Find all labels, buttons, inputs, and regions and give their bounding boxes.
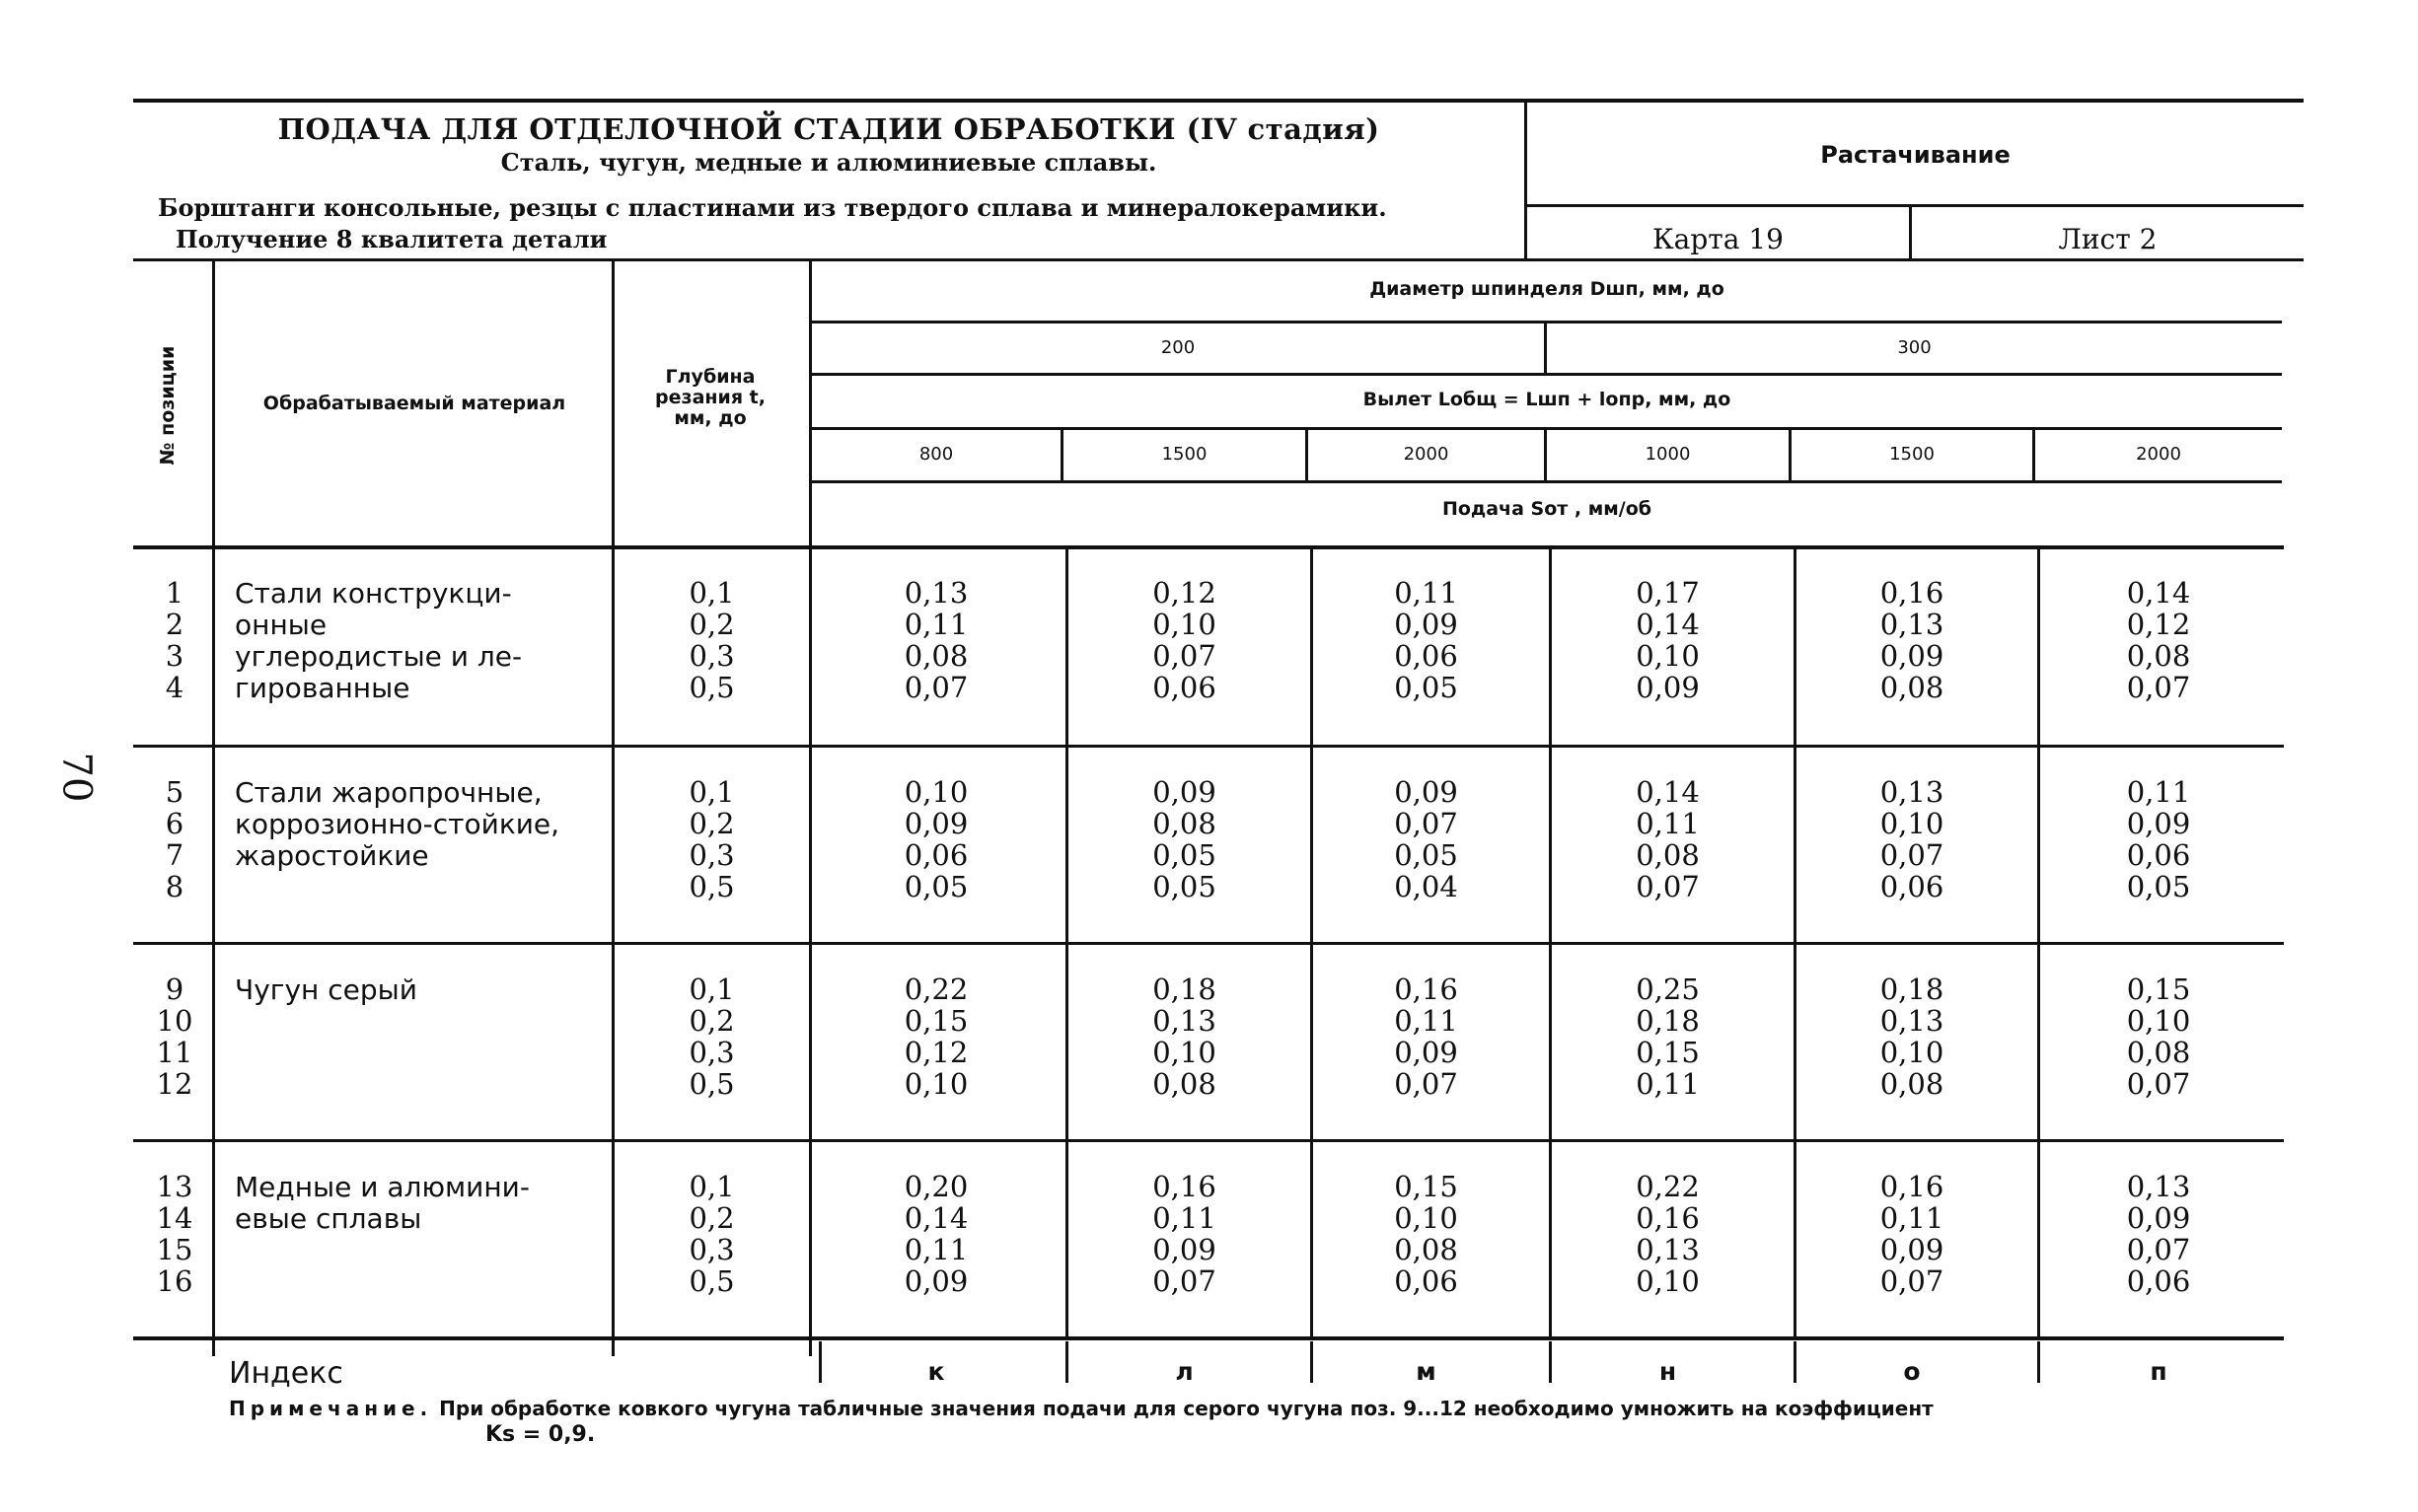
feed-value: 0,13 (1879, 775, 1944, 809)
rule-spindle (812, 321, 2282, 324)
material-line: Чугун серый (235, 973, 417, 1006)
feed-value: 0,05 (1152, 838, 1216, 872)
depth-value: 0,5 (689, 870, 735, 903)
feed-value: 0,07 (1636, 870, 1700, 903)
feed-value: 0,22 (1636, 1170, 1700, 1203)
feed-value: 0,09 (1394, 775, 1458, 809)
header-depth: Глубина резания t, мм, до (655, 366, 766, 429)
feed-value: 0,08 (1394, 1233, 1458, 1266)
feed-value: 0,08 (2126, 639, 2191, 673)
overhang-value: 2000 (2136, 444, 2181, 465)
rule-index-top (133, 1336, 2284, 1340)
feed-value: 0,15 (1636, 1036, 1700, 1069)
header-right-rule (1527, 204, 2304, 207)
feed-value: 0,08 (1879, 1067, 1944, 1101)
feed-value: 0,14 (1636, 608, 1700, 641)
feed-value: 0,07 (2126, 1067, 2191, 1101)
position-number: 12 (156, 1067, 193, 1101)
feed-value: 0,09 (2126, 807, 2191, 840)
feed-value: 0,08 (1152, 807, 1216, 840)
feed-value: 0,15 (904, 1004, 969, 1038)
material-line: гированные (235, 672, 410, 704)
feed-value: 0,16 (1394, 972, 1458, 1006)
index-value: м (1416, 1357, 1436, 1386)
index-value: к (927, 1357, 945, 1386)
feed-value: 0,06 (2126, 838, 2191, 872)
sheet-number: Лист 2 (2058, 223, 2158, 255)
feed-value: 0,10 (1152, 608, 1216, 641)
feed-value: 0,11 (1879, 1201, 1944, 1235)
feed-value: 0,09 (1152, 1233, 1216, 1266)
depth-value: 0,3 (689, 1036, 735, 1069)
index-label: Индекс (229, 1356, 343, 1391)
position-number: 16 (156, 1264, 193, 1298)
feed-value: 0,10 (1879, 1036, 1944, 1069)
position-number: 3 (165, 639, 184, 673)
rule-overhang-values (812, 480, 2282, 483)
position-number: 8 (165, 870, 184, 903)
feed-value: 0,10 (1636, 1264, 1700, 1298)
feed-value: 0,10 (2126, 1004, 2191, 1038)
depth-value: 0,2 (689, 608, 735, 641)
material-line: Стали конструкци- (235, 577, 512, 610)
header-top-rule (133, 99, 2304, 103)
feed-value: 0,15 (1394, 1170, 1458, 1203)
feed-value: 0,09 (1879, 639, 1944, 673)
material-line: онные (235, 609, 328, 641)
feed-value: 0,04 (1394, 870, 1458, 903)
feed-value: 0,12 (2126, 608, 2191, 641)
index-value: п (2150, 1357, 2167, 1386)
overhang-value: 2000 (1403, 444, 1449, 465)
feed-value: 0,10 (904, 1067, 969, 1101)
feed-value: 0,18 (1879, 972, 1944, 1006)
position-number: 5 (165, 775, 184, 809)
feed-value: 0,18 (1636, 1004, 1700, 1038)
feed-value: 0,05 (1394, 671, 1458, 704)
feed-value: 0,05 (1152, 870, 1216, 903)
index-value: о (1903, 1357, 1921, 1386)
feed-value: 0,06 (1394, 639, 1458, 673)
note (229, 1397, 2291, 1420)
feed-value: 0,10 (904, 775, 969, 809)
depth-value: 0,2 (689, 1201, 735, 1235)
position-number: 7 (165, 838, 184, 872)
feed-value: 0,08 (1636, 838, 1700, 872)
overhang-value: 1500 (1161, 444, 1208, 465)
header-material: Обрабатываемый материал (262, 393, 566, 414)
page-subtitle: Сталь, чугун, медные и алюминиевые сплавы. (500, 148, 1157, 177)
depth-value: 0,2 (689, 807, 735, 840)
depth-value: 0,5 (689, 671, 735, 704)
feed-value: 0,13 (2126, 1170, 2191, 1203)
feed-value: 0,05 (1394, 838, 1458, 872)
position-number: 1 (165, 576, 184, 610)
feed-value: 0,09 (1152, 775, 1216, 809)
feed-value: 0,13 (904, 576, 969, 610)
feed-value: 0,06 (1879, 870, 1944, 903)
feed-value: 0,07 (1879, 838, 1944, 872)
feed-value: 0,07 (1394, 807, 1458, 840)
overhang-value: 800 (918, 444, 954, 465)
feed-value: 0,18 (1152, 972, 1216, 1006)
page-title: ПОДАЧА ДЛЯ ОТДЕЛОЧНОЙ СТАДИИ ОБРАБОТКИ (IV стадия) (277, 112, 1380, 146)
position-number: 14 (156, 1201, 193, 1235)
feed-value: 0,07 (2126, 1233, 2191, 1266)
feed-value: 0,13 (1879, 1004, 1944, 1038)
feed-value: 0,14 (904, 1201, 969, 1235)
feed-value: 0,06 (904, 838, 969, 872)
feed-value: 0,10 (1636, 639, 1700, 673)
rule-header-bottom (133, 545, 2284, 549)
position-number: 6 (165, 807, 184, 840)
feed-value: 0,09 (1394, 608, 1458, 641)
diameter-200: 200 (1160, 337, 1196, 358)
position-number: 10 (156, 1004, 193, 1038)
feed-value: 0,11 (904, 608, 969, 641)
position-number: 2 (165, 608, 184, 641)
feed-value: 0,09 (1879, 1233, 1944, 1266)
group-separator (133, 942, 2284, 945)
operation-title: Растачивание (1820, 141, 2011, 169)
group-separator (133, 745, 2284, 748)
feed-value: 0,16 (1636, 1201, 1700, 1235)
header-feed: Подача Sот , мм/об (1441, 498, 1652, 520)
feed-value: 0,12 (1152, 576, 1216, 610)
feed-value: 0,07 (1152, 1264, 1216, 1298)
material-line: Медные и алюмини- (235, 1171, 530, 1203)
rule-overhang (812, 427, 2282, 430)
material-line: коррозионно-стойкие, (235, 808, 560, 840)
feed-value: 0,11 (1394, 1004, 1458, 1038)
depth-value: 0,5 (689, 1264, 735, 1298)
feed-value: 0,25 (1636, 972, 1700, 1006)
feed-value: 0,11 (1636, 807, 1700, 840)
feed-value: 0,11 (1394, 576, 1458, 610)
feed-value: 0,16 (1879, 1170, 1944, 1203)
feed-value: 0,15 (2126, 972, 2191, 1006)
material-line: жаростойкие (235, 839, 429, 872)
feed-value: 0,08 (1152, 1067, 1216, 1101)
tools-description: Борштанги консольные, резцы с пластинами из твердого сплава и минералокерамики. (158, 193, 1387, 222)
feed-value: 0,10 (1152, 1036, 1216, 1069)
depth-value: 0,1 (689, 775, 735, 809)
index-value: н (1658, 1357, 1677, 1386)
page-number: 70 (53, 752, 100, 803)
note-text: При обработке ковкого чугуна табличные значения подачи для серого чугуна поз. 9...12 необходимо умножить на коэффициент (439, 1397, 1934, 1420)
feed-value: 0,12 (904, 1036, 969, 1069)
feed-value: 0,07 (1879, 1264, 1944, 1298)
feed-value: 0,16 (1879, 576, 1944, 610)
feed-value: 0,17 (1636, 576, 1700, 610)
feed-value: 0,06 (1152, 671, 1216, 704)
feed-value: 0,11 (2126, 775, 2191, 809)
feed-value: 0,07 (1394, 1067, 1458, 1101)
feed-value: 0,05 (2126, 870, 2191, 903)
position-number: 4 (165, 671, 184, 704)
feed-value: 0,09 (2126, 1201, 2191, 1235)
feed-value: 0,14 (1636, 775, 1700, 809)
position-number: 9 (165, 972, 184, 1006)
material-line: евые сплавы (235, 1202, 422, 1235)
position-number: 13 (156, 1170, 193, 1203)
depth-value: 0,5 (689, 1067, 735, 1101)
overhang-value: 1500 (1889, 444, 1935, 465)
feed-value: 0,10 (1394, 1201, 1458, 1235)
col-line-pos (212, 261, 215, 1356)
feed-value: 0,08 (904, 639, 969, 673)
depth-value: 0,1 (689, 576, 735, 610)
rule-diameter (812, 373, 2282, 376)
feed-value: 0,06 (2126, 1264, 2191, 1298)
feed-value: 0,09 (1394, 1036, 1458, 1069)
feed-value: 0,09 (904, 807, 969, 840)
card-number: Карта 19 (1652, 223, 1784, 255)
feed-value: 0,11 (1636, 1067, 1700, 1101)
feed-value: 0,08 (1879, 671, 1944, 704)
feed-value: 0,13 (1879, 608, 1944, 641)
depth-value: 0,2 (689, 1004, 735, 1038)
feed-value: 0,07 (1152, 639, 1216, 673)
index-value: л (1175, 1357, 1194, 1386)
feed-value: 0,13 (1152, 1004, 1216, 1038)
header-spindle-diameter: Диаметр шпинделя Dшп, мм, до (1369, 278, 1724, 300)
note-coefficient: Ks = 0,9. (485, 1422, 596, 1447)
feed-value: 0,20 (904, 1170, 969, 1203)
position-number: 11 (156, 1036, 193, 1069)
material-line: Стали жаропрочные, (235, 776, 543, 809)
feed-value: 0,07 (904, 671, 969, 704)
quality-description: Получение 8 квалитета детали (176, 225, 608, 253)
header-bottom-rule (133, 258, 2304, 261)
overhang-value: 1000 (1645, 444, 1691, 465)
feed-value: 0,11 (1152, 1201, 1216, 1235)
group-separator (133, 1139, 2284, 1142)
depth-value: 0,3 (689, 1233, 735, 1266)
feed-value: 0,06 (1394, 1264, 1458, 1298)
feed-value: 0,14 (2126, 576, 2191, 610)
feed-value: 0,13 (1636, 1233, 1700, 1266)
feed-value: 0,11 (904, 1233, 969, 1266)
feed-value: 0,16 (1152, 1170, 1216, 1203)
feed-value: 0,09 (1636, 671, 1700, 704)
header-position: № позиции (157, 345, 179, 466)
feed-value: 0,09 (904, 1264, 969, 1298)
feed-value: 0,07 (2126, 671, 2191, 704)
feed-value: 0,10 (1879, 807, 1944, 840)
depth-value: 0,1 (689, 972, 735, 1006)
note-label: Примечание. (229, 1397, 433, 1420)
material-line: углеродистые и ле- (235, 640, 523, 673)
feed-value: 0,05 (904, 870, 969, 903)
depth-value: 0,3 (689, 639, 735, 673)
depth-value: 0,1 (689, 1170, 735, 1203)
position-number: 15 (156, 1233, 193, 1266)
feed-value: 0,08 (2126, 1036, 2191, 1069)
depth-value: 0,3 (689, 838, 735, 872)
header-overhang: Вылет Lобщ = Lшп + lопр, мм, до (1362, 389, 1731, 410)
feed-value: 0,22 (904, 972, 969, 1006)
diameter-300: 300 (1897, 337, 1932, 358)
